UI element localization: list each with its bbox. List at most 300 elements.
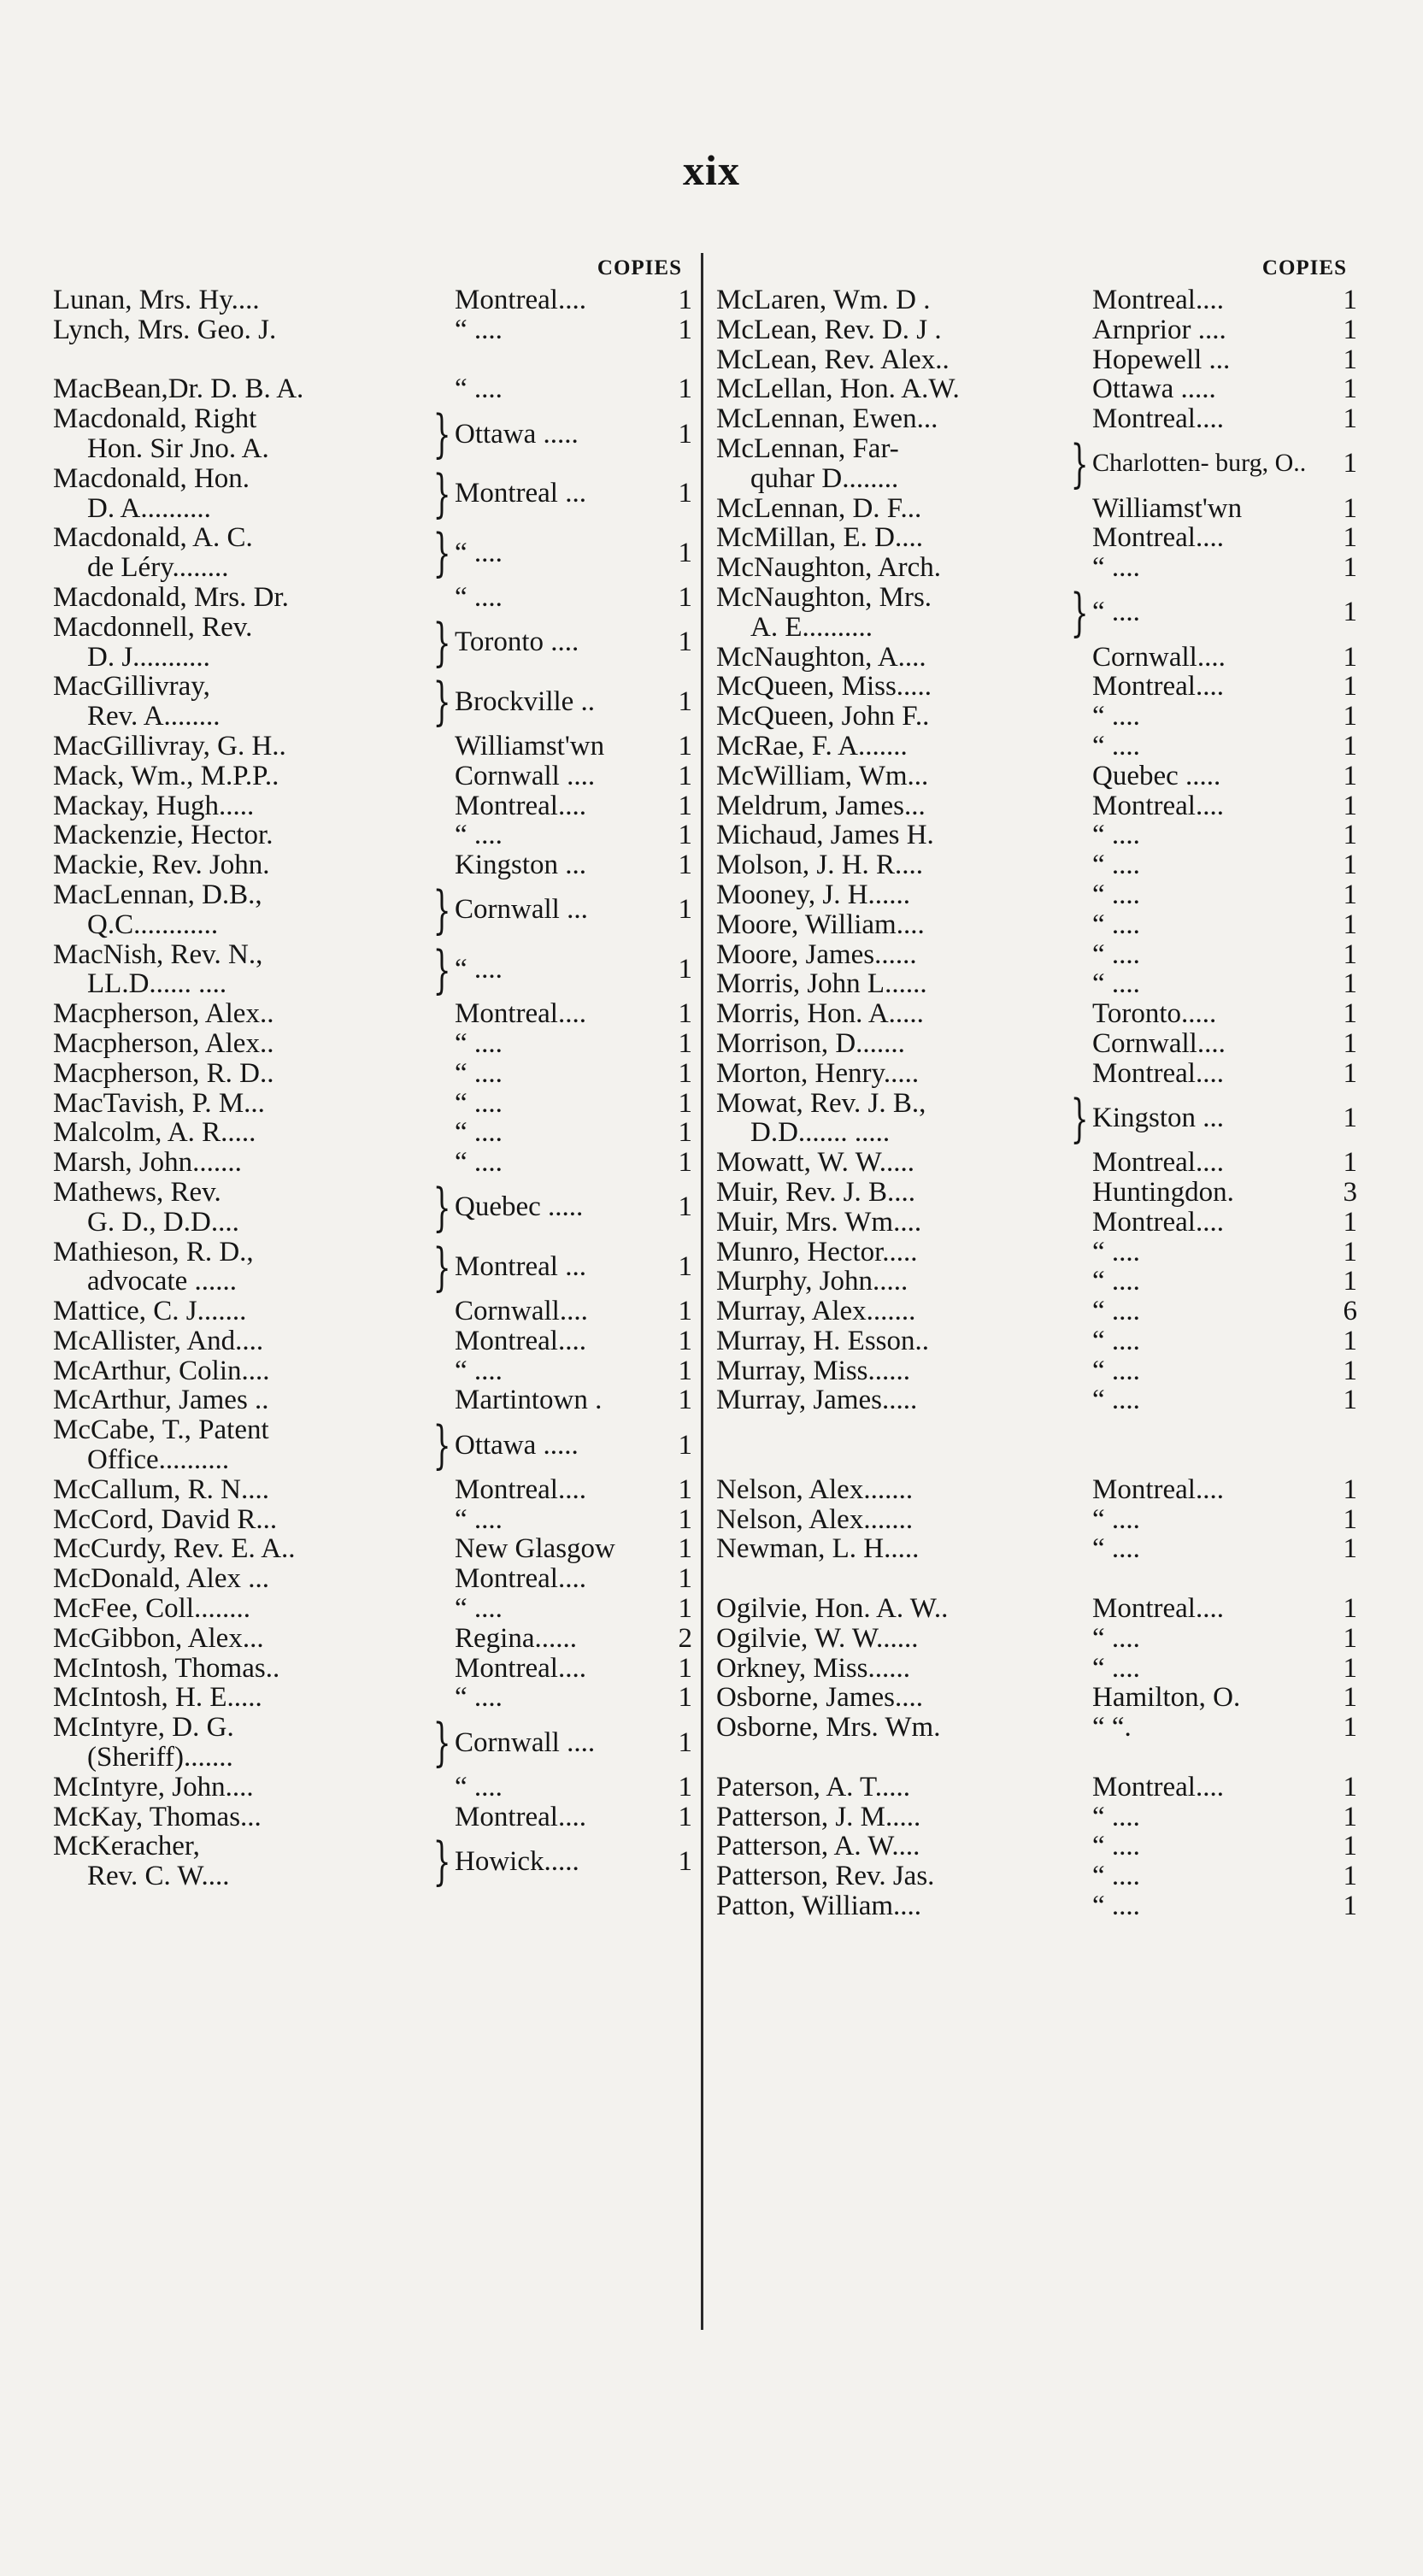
entry-name-continuation: Rev. C. W.... <box>87 1861 230 1892</box>
list-entry <box>716 1208 1357 1238</box>
entry-name-line: McArthur, James .. <box>53 1385 269 1416</box>
list-entry <box>716 345 1357 375</box>
list-entry <box>53 1089 692 1119</box>
entry-copies: 1 <box>678 1191 692 1223</box>
entry-name <box>716 1208 921 1238</box>
entry-name-line: McLean, Rev. D. J . <box>716 315 942 345</box>
list-entry <box>716 910 1357 940</box>
entry-name-line: McIntosh, Thomas.. <box>53 1653 280 1684</box>
entry-name-line: Michaud, James H. <box>716 820 934 851</box>
left-column <box>53 248 692 1891</box>
entry-place: Brockville .. <box>455 685 596 717</box>
entry-copies: 1 <box>1343 1504 1357 1535</box>
entry-name-line: Patterson, A. W.... <box>716 1832 920 1862</box>
entry-place: Montreal ... <box>455 478 586 509</box>
entry-place: “ .... <box>455 1088 503 1119</box>
entry-place: “ .... <box>455 1772 503 1803</box>
entry-name <box>716 1773 910 1803</box>
list-entry <box>53 791 692 821</box>
entry-name <box>53 1594 250 1624</box>
entry-place: Ottawa ..... <box>1092 374 1216 405</box>
blank-line <box>716 1564 1357 1594</box>
entry-name <box>716 1267 908 1297</box>
entry-copies: 1 <box>678 418 692 450</box>
entry-copies: 1 <box>1343 1058 1357 1089</box>
entry-name <box>716 672 932 702</box>
entry-name <box>716 1683 923 1713</box>
list-entry <box>716 404 1357 434</box>
entry-copies: 1 <box>678 685 692 717</box>
entry-name-line: McGibbon, Alex... <box>53 1623 264 1654</box>
entry-place: “ .... <box>455 315 503 345</box>
entry-place: Montreal.... <box>1092 1058 1224 1089</box>
entry-name <box>53 1534 296 1564</box>
entry-name-line: McFee, Coll........ <box>53 1594 250 1624</box>
entry-name <box>53 1683 262 1713</box>
entry-name <box>716 404 938 434</box>
entry-place: “ .... <box>1092 1623 1140 1654</box>
entry-name-line: McLennan, Ewen... <box>716 404 938 434</box>
entry-place: “ .... <box>1092 1504 1140 1535</box>
entry-name <box>716 643 926 673</box>
entry-name-line: McQueen, Miss..... <box>716 672 932 703</box>
entry-name-line: Ogilvie, Hon. A. W.. <box>716 1594 949 1624</box>
entry-name-line: Morton, Henry..... <box>716 1058 920 1089</box>
entry-copies: 1 <box>678 1534 692 1565</box>
entry-name <box>53 1297 246 1326</box>
entry-place: “ .... <box>1092 1237 1140 1267</box>
entry-name-line: Mackie, Rev. John. <box>53 850 270 880</box>
entry-place: “ .... <box>455 1356 503 1386</box>
entry-place: Cornwall .... <box>455 761 596 791</box>
list-entry <box>716 1267 1357 1297</box>
blank-line <box>716 1445 1357 1475</box>
entry-place: “ .... <box>1092 731 1140 762</box>
brace-glyph: } <box>432 523 451 583</box>
entry-copies: 1 <box>1343 1326 1357 1356</box>
entry-name-continuation: A. E.......... <box>750 611 873 643</box>
entry-copies: 1 <box>1343 969 1357 1000</box>
entry-place: Montreal.... <box>1092 672 1224 703</box>
entry-place: Montreal.... <box>1092 1474 1224 1505</box>
list-entry <box>716 1356 1357 1386</box>
entry-copies: 1 <box>678 1250 692 1282</box>
list-entry <box>53 523 692 583</box>
entry-copies: 1 <box>1343 1237 1357 1267</box>
list-entry <box>716 315 1357 345</box>
entry-copies: 1 <box>678 1726 692 1758</box>
entry-name-line: Patterson, J. M..... <box>716 1802 921 1832</box>
entry-name <box>716 374 960 404</box>
entry-copies: 1 <box>1343 1356 1357 1386</box>
list-entry <box>53 1118 692 1148</box>
entry-name-line: McRae, F. A....... <box>716 731 908 762</box>
entry-copies: 1 <box>1343 1474 1357 1505</box>
entry-place: Montreal.... <box>1092 404 1224 434</box>
entry-copies: 6 <box>1343 1297 1357 1326</box>
list-entry <box>716 1505 1357 1535</box>
brace-glyph: } <box>432 672 451 732</box>
list-entry <box>53 1415 692 1475</box>
entry-place: Cornwall .... <box>455 1726 596 1758</box>
list-entry <box>53 1059 692 1089</box>
entry-copies: 1 <box>1343 879 1357 910</box>
list-entry <box>53 1326 692 1356</box>
entry-copies: 1 <box>678 1845 692 1877</box>
entry-copies: 1 <box>1343 850 1357 880</box>
entry-name <box>716 553 941 583</box>
entry-copies: 2 <box>678 1623 692 1654</box>
entry-place: Huntingdon. <box>1092 1177 1234 1208</box>
blank-line <box>716 1415 1357 1445</box>
list-entry <box>53 1148 692 1178</box>
entry-name <box>53 791 254 821</box>
entry-name-continuation: Q.C............ <box>87 909 219 940</box>
entry-name-line: MacNish, Rev. N., <box>53 939 263 970</box>
entry-place: Kingston ... <box>455 850 587 880</box>
entry-name <box>716 1861 934 1891</box>
entry-copies: 1 <box>678 1474 692 1505</box>
list-entry <box>53 1832 692 1891</box>
entry-place: “ .... <box>1092 1832 1140 1862</box>
entry-name-continuation: Hon. Sir Jno. A. <box>87 432 269 464</box>
list-entry <box>53 374 692 404</box>
list-entry <box>716 1861 1357 1891</box>
brace-glyph: } <box>432 463 451 524</box>
entry-name <box>53 1385 269 1415</box>
entry-place: Hamilton, O. <box>1092 1683 1241 1714</box>
entry-place: Quebec ..... <box>1092 761 1221 791</box>
right-column <box>716 248 1357 1921</box>
brace-glyph: } <box>432 939 451 1000</box>
entry-name <box>716 1475 913 1505</box>
entry-copies: 1 <box>1343 1207 1357 1238</box>
entry-place: “ .... <box>455 1148 503 1178</box>
list-entry <box>53 732 692 762</box>
entry-place: Hopewell ... <box>1092 344 1231 375</box>
entry-copies: 1 <box>678 1683 692 1714</box>
entry-name-line: MacBean,Dr. D. B. A. <box>53 374 304 405</box>
list-entry <box>716 285 1357 315</box>
entry-place: “ .... <box>455 1118 503 1149</box>
entry-name <box>716 1297 915 1326</box>
list-entry <box>53 1713 692 1773</box>
entry-name <box>53 315 276 345</box>
entry-name <box>53 404 269 464</box>
list-entry <box>53 820 692 850</box>
entry-name-line: Macdonald, A. C. <box>53 523 253 554</box>
left-entries <box>53 285 692 1891</box>
entry-name <box>53 1564 269 1594</box>
entry-copies: 1 <box>678 791 692 821</box>
entry-name-line: McLellan, Hon. A.W. <box>716 374 960 405</box>
brace-glyph: } <box>1070 433 1089 494</box>
entry-name-line: McNaughton, Arch. <box>716 553 942 583</box>
entry-name-line: Murphy, John..... <box>716 1267 908 1297</box>
list-entry <box>716 523 1357 553</box>
entry-copies: 1 <box>1343 1623 1357 1654</box>
list-entry <box>716 1891 1357 1921</box>
entry-copies: 3 <box>1343 1177 1357 1208</box>
entry-name <box>53 1238 254 1297</box>
entry-name-line: Macdonnell, Rev. <box>53 612 253 643</box>
entry-name <box>716 1326 929 1356</box>
entry-place: Montreal.... <box>1092 1772 1224 1803</box>
entry-copies: 1 <box>1343 448 1357 479</box>
list-entry <box>53 1594 692 1624</box>
entry-name <box>716 1534 919 1564</box>
entry-name-line: McIntyre, D. G. <box>53 1713 234 1744</box>
entry-place: “ “. <box>1092 1713 1132 1744</box>
entry-copies: 1 <box>678 1772 692 1803</box>
entry-copies: 1 <box>678 582 692 613</box>
list-entry <box>716 434 1357 494</box>
entry-name <box>53 1059 273 1089</box>
list-entry <box>716 940 1357 970</box>
list-entry <box>716 1178 1357 1208</box>
entry-place: “ .... <box>455 537 503 568</box>
entry-name-continuation: advocate ...... <box>87 1266 238 1297</box>
entry-copies: 1 <box>1343 1534 1357 1565</box>
entry-name <box>53 1773 254 1803</box>
column-divider <box>701 253 703 2330</box>
entry-copies: 1 <box>1343 820 1357 851</box>
entry-copies: 1 <box>1343 553 1357 583</box>
entry-copies: 1 <box>678 1148 692 1178</box>
entry-copies: 1 <box>678 1297 692 1326</box>
entry-copies: 1 <box>678 953 692 985</box>
brace-glyph: } <box>432 612 451 673</box>
entry-copies: 1 <box>1343 597 1357 628</box>
entry-name-line: Newman, L. H..... <box>716 1534 920 1565</box>
entry-name-continuation: D. J........... <box>87 641 210 673</box>
entry-name-line: McAllister, And.... <box>53 1326 264 1356</box>
entry-name-line: McIntyre, John.... <box>53 1772 254 1803</box>
entry-name <box>53 1178 239 1238</box>
list-entry <box>53 1654 692 1684</box>
entry-name-line: Morris, John L...... <box>716 969 927 1000</box>
entry-name-line: McLennan, Far- <box>716 433 899 464</box>
entry-name <box>53 1326 263 1356</box>
entry-name-line: Murray, Miss...... <box>716 1356 911 1386</box>
entry-place: “ .... <box>1092 909 1140 940</box>
list-entry <box>716 880 1357 910</box>
entry-name-line: Mooney, J. H...... <box>716 879 911 910</box>
entry-name-line: Mattice, C. J....... <box>53 1297 247 1326</box>
entry-name-line: Mowat, Rev. J. B., <box>716 1088 926 1119</box>
list-entry <box>53 850 692 880</box>
entry-place: Martintown . <box>455 1385 603 1416</box>
brace-glyph: } <box>1070 582 1089 643</box>
entry-copies: 1 <box>1343 344 1357 375</box>
list-entry <box>716 1475 1357 1505</box>
list-entry <box>53 880 692 940</box>
entry-copies: 1 <box>1343 1861 1357 1892</box>
blank-line <box>53 345 692 375</box>
entry-name <box>716 999 924 1029</box>
list-entry <box>53 1238 692 1297</box>
entry-copies: 1 <box>678 1802 692 1832</box>
entry-name <box>716 1713 940 1743</box>
list-entry <box>53 999 692 1029</box>
entry-place: Williamst'wn <box>455 731 605 762</box>
entry-copies: 1 <box>678 478 692 509</box>
entry-copies: 1 <box>1343 1772 1357 1803</box>
list-entry <box>53 1029 692 1059</box>
entry-copies: 1 <box>1343 761 1357 791</box>
entry-copies: 1 <box>678 537 692 568</box>
entry-name <box>716 1505 913 1535</box>
entry-name-line: Moore, William.... <box>716 909 925 940</box>
list-entry <box>716 1683 1357 1713</box>
entry-place: “ .... <box>1092 939 1140 970</box>
list-entry <box>716 583 1357 643</box>
entry-place: “ .... <box>1092 879 1140 910</box>
list-entry <box>53 583 692 613</box>
entry-place: “ .... <box>1092 553 1140 583</box>
entry-place: “ .... <box>1092 1534 1140 1565</box>
entry-place: Montreal.... <box>455 1802 586 1832</box>
entry-name-line: McCurdy, Rev. E. A.. <box>53 1534 296 1565</box>
brace-glyph: } <box>432 1713 451 1773</box>
entry-copies: 1 <box>678 626 692 658</box>
entry-copies: 1 <box>1343 791 1357 821</box>
entry-copies: 1 <box>1343 1683 1357 1714</box>
entry-name <box>716 1029 905 1059</box>
entry-name-line: McCabe, T., Patent <box>53 1415 269 1446</box>
entry-place: Montreal.... <box>1092 791 1224 821</box>
entry-copies: 1 <box>1343 1102 1357 1133</box>
brace-glyph: } <box>432 1832 451 1892</box>
entry-name-line: Mackay, Hugh..... <box>53 791 255 821</box>
entry-copies: 1 <box>1343 285 1357 315</box>
entry-name-line: Lunan, Mrs. Hy.... <box>53 285 260 315</box>
entry-name-line: Mowatt, W. W..... <box>716 1148 914 1178</box>
entry-copies: 1 <box>678 1653 692 1684</box>
blank-line <box>716 1743 1357 1773</box>
entry-name <box>716 285 930 315</box>
entry-name <box>716 1624 919 1654</box>
brace-glyph: } <box>432 879 451 940</box>
list-entry <box>716 1654 1357 1684</box>
entry-place: Charlotten- burg, O.. <box>1092 449 1307 478</box>
entry-name-continuation: G. D., D.D.... <box>87 1206 239 1238</box>
entry-name <box>53 374 303 404</box>
entry-name <box>53 1415 269 1475</box>
list-entry <box>53 940 692 1000</box>
list-entry <box>716 1385 1357 1415</box>
entry-place: Cornwall ... <box>455 894 588 926</box>
page-number: xix <box>683 146 740 194</box>
entry-place: Quebec ..... <box>455 1191 584 1223</box>
entry-copies: 1 <box>1343 1713 1357 1744</box>
entry-name-line: McCord, David R... <box>53 1504 278 1535</box>
entry-name-line: Mackenzie, Hector. <box>53 820 273 851</box>
entry-name <box>716 791 926 821</box>
list-entry <box>716 374 1357 404</box>
entry-copies: 1 <box>678 850 692 880</box>
entry-name-line: Mack, Wm., M.P.P.. <box>53 761 279 791</box>
copies-header-right: COPIES <box>1261 256 1347 279</box>
entry-name <box>716 1891 921 1921</box>
list-entry <box>53 1773 692 1803</box>
entry-place: Montreal.... <box>455 1474 586 1505</box>
entry-place: Montreal.... <box>455 1326 586 1356</box>
entry-name-line: Patton, William.... <box>716 1891 922 1921</box>
entry-place: “ .... <box>1092 1891 1140 1921</box>
list-entry <box>716 1534 1357 1564</box>
entry-name-line: McLean, Rev. Alex.. <box>716 344 950 375</box>
entry-name-line: McArthur, Colin.... <box>53 1356 270 1386</box>
entry-name-line: McNaughton, Mrs. <box>716 582 932 613</box>
entry-name <box>716 1059 919 1089</box>
entry-copies: 1 <box>678 1564 692 1595</box>
entry-copies: 1 <box>678 374 692 405</box>
entry-name <box>53 820 273 850</box>
entry-copies: 1 <box>678 1594 692 1624</box>
entry-name-continuation: quhar D........ <box>750 462 899 494</box>
entry-name-line: McCallum, R. N.... <box>53 1474 269 1505</box>
entry-name <box>53 1148 242 1178</box>
list-entry <box>716 1089 1357 1149</box>
entry-name <box>716 702 929 732</box>
entry-place: Kingston ... <box>1092 1102 1225 1133</box>
entry-name <box>53 940 262 1000</box>
list-entry <box>716 672 1357 702</box>
entry-name-line: Lynch, Mrs. Geo. J. <box>53 315 277 345</box>
entry-name <box>53 999 273 1029</box>
entry-name <box>53 1654 279 1684</box>
entry-place: “ .... <box>1092 702 1140 732</box>
list-entry <box>716 643 1357 673</box>
entry-place: Cornwall.... <box>1092 642 1226 673</box>
list-entry <box>716 1832 1357 1861</box>
entry-name <box>716 1654 910 1684</box>
entry-name <box>53 672 221 732</box>
entry-place: “ .... <box>1092 1802 1140 1832</box>
list-entry <box>716 1773 1357 1803</box>
entry-copies: 1 <box>1343 731 1357 762</box>
entry-copies: 1 <box>1343 1832 1357 1862</box>
entry-name <box>53 583 289 613</box>
list-entry <box>716 1297 1357 1326</box>
entry-name <box>53 1713 234 1773</box>
list-entry <box>53 1534 692 1564</box>
entry-copies: 1 <box>678 1326 692 1356</box>
entry-name <box>53 732 286 762</box>
entry-place: “ .... <box>455 1058 503 1089</box>
entry-place: “ .... <box>455 582 503 613</box>
entry-place: “ .... <box>1092 1385 1140 1416</box>
list-entry <box>53 762 692 791</box>
entry-name <box>716 315 942 345</box>
entry-name <box>53 1475 269 1505</box>
entry-name <box>53 285 260 315</box>
entry-name-line: Meldrum, James... <box>716 791 926 821</box>
entry-name-line: Macpherson, Alex.. <box>53 1028 274 1059</box>
entry-copies: 1 <box>1343 315 1357 345</box>
entry-name-continuation: (Sheriff)....... <box>87 1742 233 1773</box>
list-entry <box>53 1297 692 1326</box>
entry-place: Cornwall.... <box>455 1297 588 1326</box>
entry-copies: 1 <box>678 1504 692 1535</box>
entry-place: “ .... <box>1092 1356 1140 1386</box>
entry-name-continuation: Office.......... <box>87 1444 230 1475</box>
entry-place: “ .... <box>1092 850 1140 880</box>
brace-glyph: } <box>432 1237 451 1297</box>
list-entry <box>53 464 692 524</box>
entry-name <box>716 434 899 494</box>
